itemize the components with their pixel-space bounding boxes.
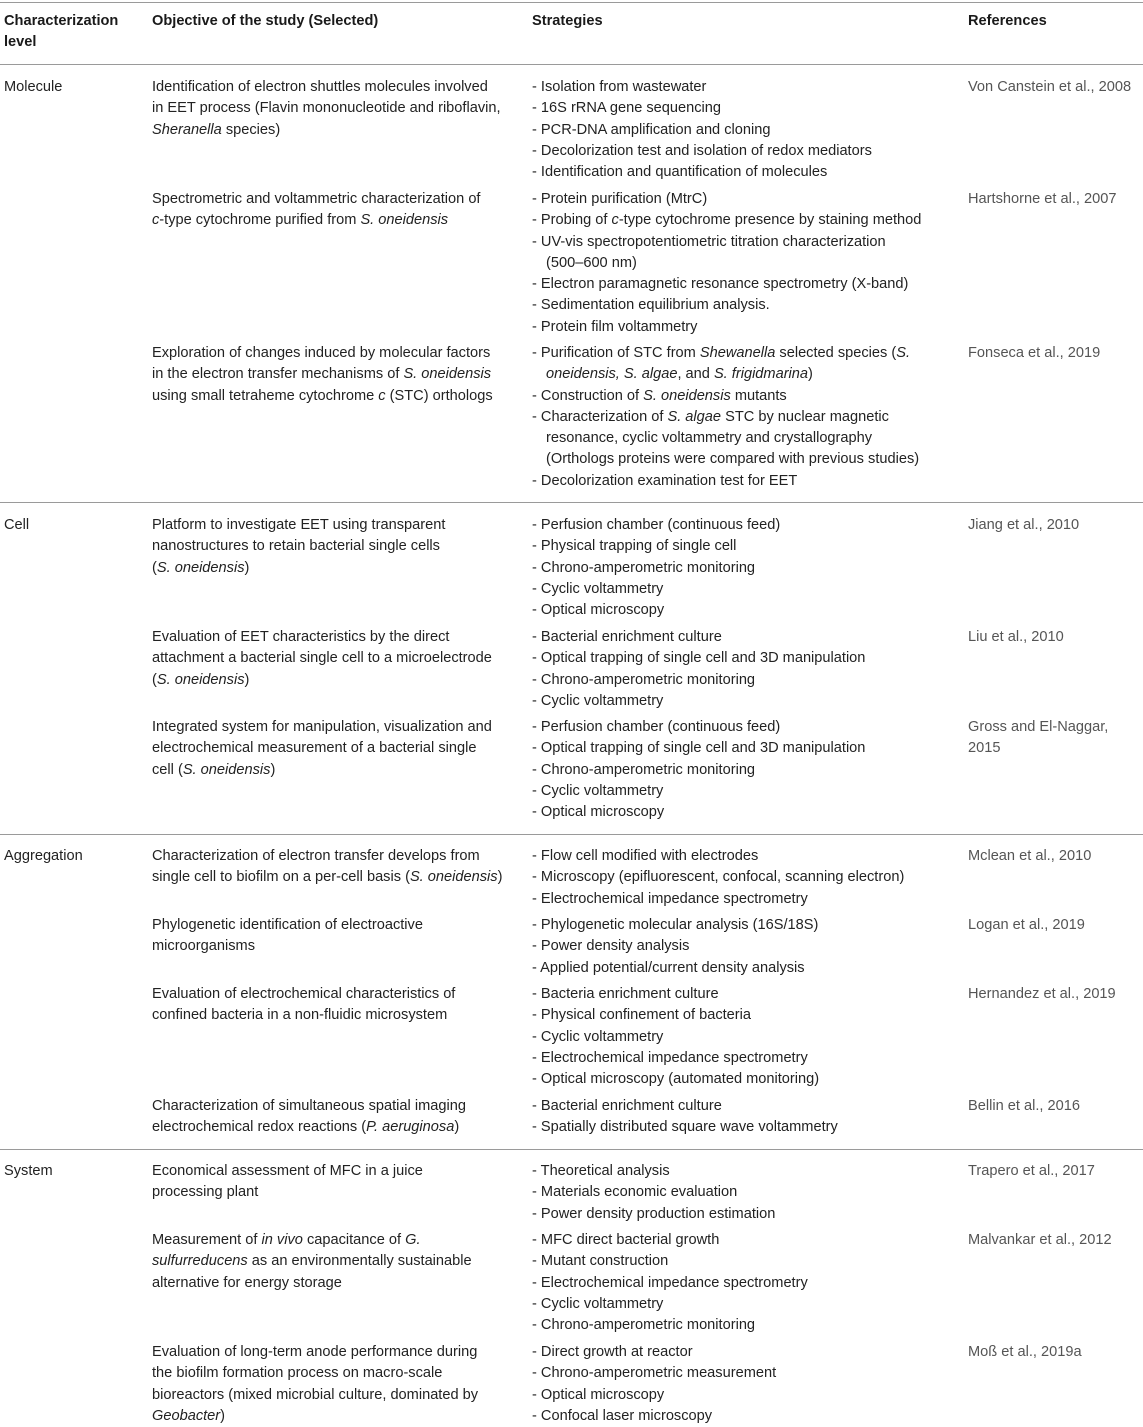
strategy-item: - Bacterial enrichment culture xyxy=(532,1096,952,1117)
strategy-item: - Mutant construction xyxy=(532,1251,952,1272)
objective-cell xyxy=(152,846,522,889)
objective-cell xyxy=(152,189,522,232)
reference-cell xyxy=(968,343,1140,364)
strategy-item: - UV-vis spectropotentiometric titration characterization (500–600 nm) xyxy=(532,232,952,275)
reference-line: Mclean et al., 2010 xyxy=(968,848,1092,864)
strategy-item: - Optical microscopy (automated monitoring) xyxy=(532,1069,952,1090)
strategies-cell xyxy=(532,915,952,979)
objective-line: cell (S. oneidensis) xyxy=(152,761,276,778)
strategy-item: - Flow cell modified with electrodes xyxy=(532,846,952,867)
strategy-item: - Phylogenetic molecular analysis (16S/18S) xyxy=(532,915,952,936)
objective-cell xyxy=(152,515,522,579)
strategy-item: - Theoretical analysis xyxy=(532,1161,952,1182)
strategy-item: - Decolorization test and isolation of redox mediators xyxy=(532,141,952,162)
strategy-item: - Direct growth at reactor xyxy=(532,1342,952,1363)
strategy-item: - Chrono-amperometric measurement xyxy=(532,1363,952,1384)
reference-line: Moß et al., 2019a xyxy=(968,1344,1082,1360)
strategy-item: - Power density production estimation xyxy=(532,1204,952,1225)
reference-line: Von Canstein et al., 2008 xyxy=(968,79,1132,95)
strategy-item: - Perfusion chamber (continuous feed) xyxy=(532,515,952,536)
objective-line: single cell to biofilm on a per-cell basis (S. oneidensis) xyxy=(152,869,503,886)
strategy-item: - Microscopy (epifluorescent, confocal, scanning electron) xyxy=(532,867,952,888)
strategy-item: - Bacterial enrichment culture xyxy=(532,627,952,648)
strategy-item: - Materials economic evaluation xyxy=(532,1182,952,1203)
reference-cell xyxy=(968,1230,1140,1251)
reference-line: Malvankar et al., 2012 xyxy=(968,1232,1112,1248)
objective-line: in EET process (Flavin mononucleotide and riboflavin, xyxy=(152,100,501,117)
objective-line: Spectrometric and voltammetric characterization of xyxy=(152,191,481,207)
objective-line: sulfurreducens as an environmentally sustainable xyxy=(152,1253,472,1270)
strategy-item: - Optical trapping of single cell and 3D manipulation xyxy=(532,648,952,669)
reference-line: Liu et al., 2010 xyxy=(968,629,1064,645)
strategy-item: - Purification of STC from Shewanella selected species (S. oneidensis, S. algae, and S. frigidmarina) xyxy=(532,343,952,386)
strategy-item: - Spatially distributed square wave voltammetry xyxy=(532,1117,952,1138)
objective-line: using small tetraheme cytochrome c (STC) orthologs xyxy=(152,387,493,404)
reference-line: Bellin et al., 2016 xyxy=(968,1098,1080,1114)
objective-line: (S. oneidensis) xyxy=(152,559,250,576)
objective-line: confined bacteria in a non-fluidic microsystem xyxy=(152,1007,448,1024)
objective-line: electrochemical redox reactions (P. aeruginosa) xyxy=(152,1119,460,1136)
objective-cell xyxy=(152,717,522,781)
strategies-cell xyxy=(532,717,952,823)
reference-cell xyxy=(968,915,1140,936)
objective-line: Characterization of electron transfer develops from xyxy=(152,848,480,864)
objective-line: Evaluation of long-term anode performance during xyxy=(152,1344,478,1360)
objective-cell xyxy=(152,627,522,691)
strategy-item: - Characterization of S. algae STC by nuclear magnetic resonance, cyclic voltammetry and crystallography (Orthologs proteins were compared with previous studies) xyxy=(532,407,952,471)
objective-cell xyxy=(152,984,522,1027)
reference-cell xyxy=(968,515,1140,536)
header-level xyxy=(4,11,118,54)
strategies-cell xyxy=(532,343,952,492)
header-objective: Objective of the study (Selected) xyxy=(152,13,379,29)
strategy-item: - Chrono-amperometric monitoring xyxy=(532,1315,952,1336)
strategy-item: - Power density analysis xyxy=(532,936,952,957)
reference-line: 2015 xyxy=(968,740,1001,757)
header-level-line2: level xyxy=(4,34,37,51)
objective-line: Measurement of in vivo capacitance of G. xyxy=(152,1232,421,1248)
objective-line: microorganisms xyxy=(152,938,255,955)
strategy-item: - Cyclic voltammetry xyxy=(532,1294,952,1315)
reference-cell xyxy=(968,717,1140,760)
header-rule xyxy=(0,64,1143,65)
objective-line: Sheranella species) xyxy=(152,121,281,138)
strategy-item: - Electrochemical impedance spectrometry xyxy=(532,889,952,910)
header-level-line1: Characterization xyxy=(4,13,119,29)
strategy-item: - Cyclic voltammetry xyxy=(532,1027,952,1048)
strategy-item: - Sedimentation equilibrium analysis. xyxy=(532,295,952,316)
objective-line: Evaluation of electrochemical characteristics of xyxy=(152,986,456,1002)
section-rule-cell xyxy=(0,502,1143,503)
reference-cell xyxy=(968,627,1140,648)
objective-line: alternative for energy storage xyxy=(152,1274,342,1291)
header-strategies: Strategies xyxy=(532,13,603,29)
strategy-item: - Protein purification (MtrC) xyxy=(532,189,952,210)
objective-line: Integrated system for manipulation, visualization and xyxy=(152,719,492,735)
objective-line: in the electron transfer mechanisms of S. oneidensis xyxy=(152,366,492,383)
strategy-item: - Cyclic voltammetry xyxy=(532,691,952,712)
strategies-cell xyxy=(532,1096,952,1139)
level-label: Aggregation xyxy=(4,848,83,864)
strategies-cell xyxy=(532,627,952,712)
reference-line: Jiang et al., 2010 xyxy=(968,517,1080,533)
reference-cell xyxy=(968,1342,1140,1363)
reference-line: Logan et al., 2019 xyxy=(968,917,1085,933)
strategy-item: - Isolation from wastewater xyxy=(532,77,952,98)
strategy-item: - Optical trapping of single cell and 3D manipulation xyxy=(532,738,952,759)
objective-cell xyxy=(152,77,522,141)
reference-line: Hernandez et al., 2019 xyxy=(968,986,1116,1002)
reference-cell xyxy=(968,984,1140,1005)
objective-line: the biofilm formation process on macro-scale xyxy=(152,1365,443,1382)
reference-line: Gross and El-Naggar, xyxy=(968,719,1109,735)
objective-line: bioreactors (mixed microbial culture, dominated by xyxy=(152,1386,479,1403)
strategy-item: - Chrono-amperometric monitoring xyxy=(532,558,952,579)
strategy-item: - Cyclic voltammetry xyxy=(532,781,952,802)
strategies-cell xyxy=(532,515,952,621)
strategy-item: - Construction of S. oneidensis mutants xyxy=(532,386,952,407)
strategies-cell xyxy=(532,846,952,910)
objective-cell xyxy=(152,1096,522,1139)
objective-line: Characterization of simultaneous spatial imaging xyxy=(152,1098,466,1114)
objective-line: Evaluation of EET characteristics by the direct xyxy=(152,629,450,645)
strategies-cell xyxy=(532,1230,952,1336)
objective-line: Phylogenetic identification of electroactive xyxy=(152,917,423,933)
reference-line: Fonseca et al., 2019 xyxy=(968,345,1101,361)
strategies-cell xyxy=(532,984,952,1090)
strategy-item: - Cyclic voltammetry xyxy=(532,579,952,600)
objective-line: Platform to investigate EET using transparent xyxy=(152,517,446,533)
strategy-item: - Perfusion chamber (continuous feed) xyxy=(532,717,952,738)
strategies-cell xyxy=(532,1342,952,1427)
objective-line: Geobacter) xyxy=(152,1407,226,1424)
strategy-item: - Optical microscopy xyxy=(532,1385,952,1406)
objective-line: (S. oneidensis) xyxy=(152,671,250,688)
strategy-item: - Protein film voltammetry xyxy=(532,317,952,338)
strategy-item: - 16S rRNA gene sequencing xyxy=(532,98,952,119)
strategy-item: - PCR-DNA amplification and cloning xyxy=(532,120,952,141)
section-rule-system xyxy=(0,1149,1143,1150)
strategy-item: - Optical microscopy xyxy=(532,600,952,621)
objective-line: attachment a bacterial single cell to a microelectrode xyxy=(152,650,492,667)
strategy-item: - Probing of c-type cytochrome presence by staining method xyxy=(532,210,952,231)
objective-line: Economical assessment of MFC in a juice xyxy=(152,1163,423,1179)
strategy-item: - Chrono-amperometric monitoring xyxy=(532,760,952,781)
reference-cell xyxy=(968,846,1140,867)
strategy-item: - Applied potential/current density analysis xyxy=(532,958,952,979)
reference-cell xyxy=(968,1096,1140,1117)
strategies-cell xyxy=(532,77,952,183)
level-label: Cell xyxy=(4,517,30,533)
strategy-item: - Electrochemical impedance spectrometry xyxy=(532,1273,952,1294)
objective-line: Identification of electron shuttles molecules involved xyxy=(152,79,488,95)
table-top-rule xyxy=(0,2,1143,3)
strategy-item: - Electrochemical impedance spectrometry xyxy=(532,1048,952,1069)
objective-cell xyxy=(152,1161,522,1204)
objective-line: electrochemical measurement of a bacterial single xyxy=(152,740,477,757)
reference-line: Hartshorne et al., 2007 xyxy=(968,191,1117,207)
reference-cell xyxy=(968,1161,1140,1182)
objective-line: c-type cytochrome purified from S. oneidensis xyxy=(152,212,449,229)
header-references: References xyxy=(968,13,1047,29)
objective-cell xyxy=(152,1342,522,1427)
strategies-cell xyxy=(532,1161,952,1225)
strategy-item: - Confocal laser microscopy xyxy=(532,1406,952,1427)
strategy-item: - Chrono-amperometric monitoring xyxy=(532,670,952,691)
objective-line: nanostructures to retain bacterial single cells xyxy=(152,538,440,555)
strategy-item: - MFC direct bacterial growth xyxy=(532,1230,952,1251)
reference-cell xyxy=(968,189,1140,210)
strategy-item: - Bacteria enrichment culture xyxy=(532,984,952,1005)
section-rule-aggregation xyxy=(0,834,1143,835)
strategy-item: - Identification and quantification of molecules xyxy=(532,162,952,183)
strategies-cell xyxy=(532,189,952,338)
reference-cell xyxy=(968,77,1140,98)
strategy-item: - Optical microscopy xyxy=(532,802,952,823)
objective-cell xyxy=(152,915,522,958)
level-label: Molecule xyxy=(4,79,63,95)
strategy-item: - Physical confinement of bacteria xyxy=(532,1005,952,1026)
level-label: System xyxy=(4,1163,53,1179)
reference-line: Trapero et al., 2017 xyxy=(968,1163,1095,1179)
strategy-item: - Decolorization examination test for EET xyxy=(532,471,952,492)
strategy-item: - Electron paramagnetic resonance spectrometry (X-band) xyxy=(532,274,952,295)
objective-line: processing plant xyxy=(152,1184,259,1201)
strategy-item: - Physical trapping of single cell xyxy=(532,536,952,557)
objective-line: Exploration of changes induced by molecular factors xyxy=(152,345,491,361)
objective-cell xyxy=(152,1230,522,1294)
objective-cell xyxy=(152,343,522,407)
